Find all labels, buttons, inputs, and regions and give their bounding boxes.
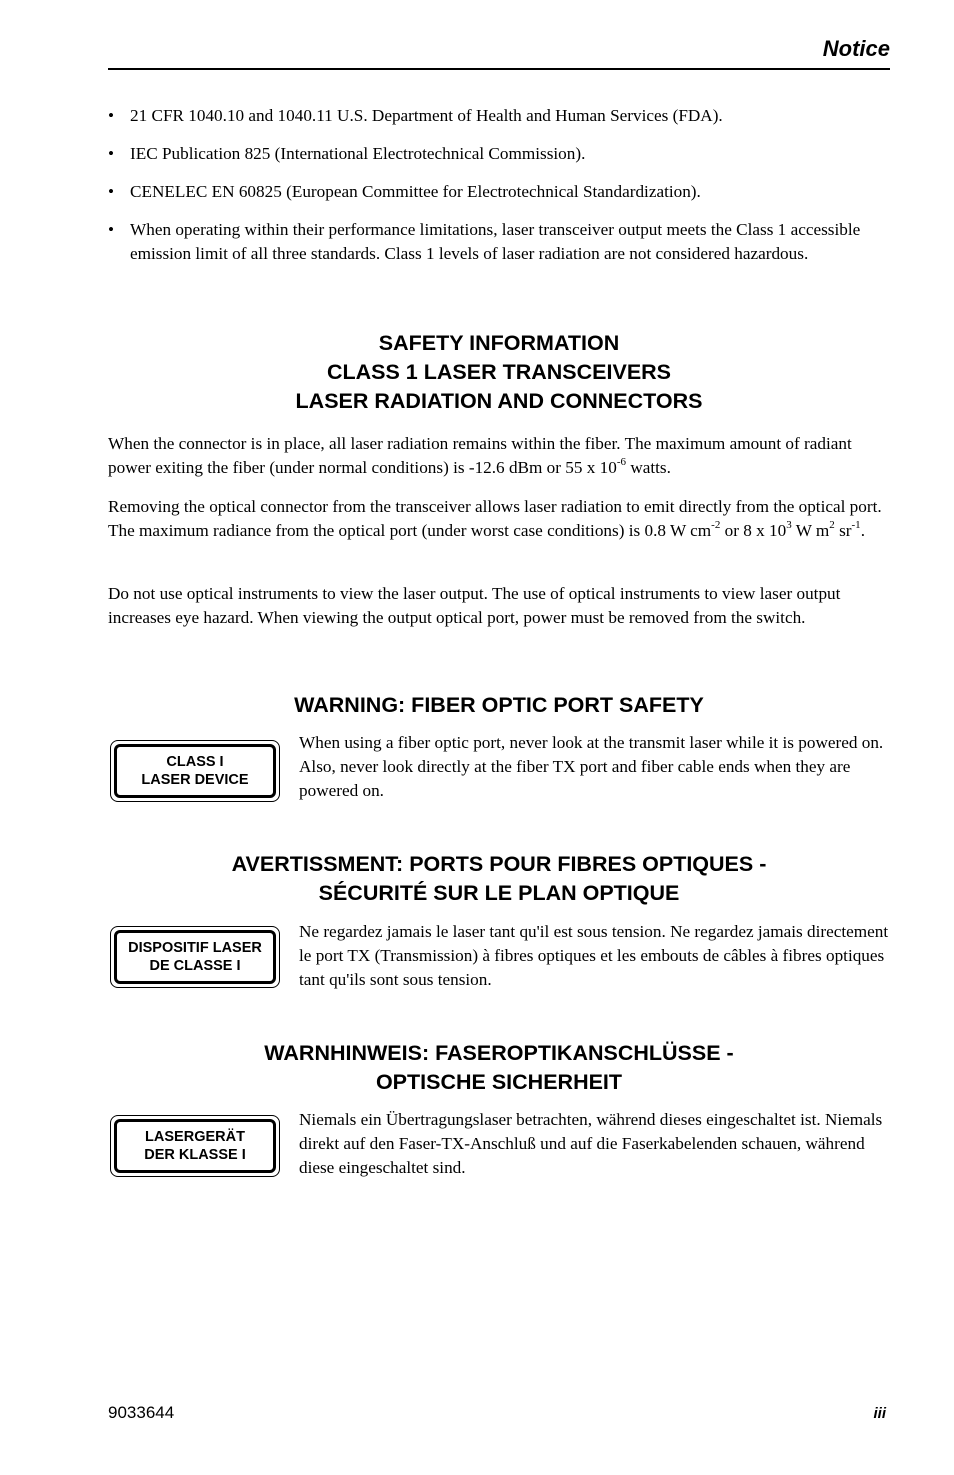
safety-paragraph-connector: When the connector is in place, all laser radiation remains within the fiber. The maximum amount of radiant power exiting the fiber (under normal conditions) is -12.6 dBm or 55 x $10^{-6}$ watts. — [108, 434, 852, 477]
lasergeraet-label: LASERGERÄT DER KLASSE I — [110, 1115, 280, 1177]
warning-fr-text: Ne regardez jamais le laser tant qu'il est sous tension. Ne regardez jamais directement le port TX (Transmission) à fibres optiques et les embouts de câbles à fibres optiques tant qu'ils sont sous tension. — [299, 922, 889, 989]
warning-en-heading: WARNING: FIBER OPTIC PORT SAFETY — [294, 693, 704, 717]
warning-fr-heading: AVERTISSMENT: PORTS POUR FIBRES OPTIQUES - SÉCURITÉ SUR LE PLAN OPTIQUE — [231, 852, 767, 905]
list-item: • When operating within their performance limitations, laser transceiver output meets the Class 1 accessible emission limit of all three standards. Class 1 levels of laser radiation are not considered hazardous. — [108, 220, 861, 263]
footer-doc-number: 9033644 — [108, 1403, 175, 1422]
safety-paragraph-instruments: Do not use optical instruments to view the laser output. The use of optical instruments to view laser output increases eye hazard. When viewing the output optical port, power must be removed from the switch. — [108, 584, 841, 627]
dispositif-laser-label: DISPOSITIF LASER DE CLASSE I — [110, 926, 280, 988]
bullet-icon: • — [108, 106, 115, 125]
page-header-title: Notice — [822, 36, 890, 61]
header-rule — [108, 68, 890, 70]
bullet-icon: • — [108, 144, 115, 163]
warning-de-text: Niemals ein Übertragungslaser betrachten, während dieses eingeschaltet ist. Niemals direkt auf den Faser-TX-Anschluß und auf die Faserkabelenden schauen, während diese eingeschaltet sind. — [299, 1110, 883, 1177]
bullet-icon: • — [108, 182, 115, 201]
safety-paragraph-radiance: Removing the optical connector from the transceiver allows laser radiation to emit directly from the optical port. The maximum radiance from the optical port (under worst case conditions) is 0.8 W $cm^{-2}$ or 8 x $10^3$ W $m^2$ $sr^{-1}$. — [108, 497, 882, 540]
safety-heading: SAFETY INFORMATION CLASS 1 LASER TRANSCEIVERS LASER RADIATION AND CONNECTORS — [295, 331, 703, 413]
standards-list — [108, 104, 890, 280]
footer-page-number: iii — [873, 1405, 886, 1422]
bullet-icon: • — [108, 220, 115, 239]
list-item: • CENELEC EN 60825 (European Committee for Electrotechnical Standardization). — [108, 180, 890, 204]
list-item: • IEC Publication 825 (International Electrotechnical Commission). — [108, 142, 890, 166]
warning-en-text: When using a fiber optic port, never look at the transmit laser while it is powered on. Also, never look directly at the fiber TX port and fiber cable ends when they are powered on. — [299, 733, 884, 800]
list-item: • 21 CFR 1040.10 and 1040.11 U.S. Department of Health and Human Services (FDA). — [108, 104, 890, 128]
class1-laser-device-label: CLASS I LASER DEVICE — [110, 740, 280, 802]
warning-de-heading: WARNHINWEIS: FASEROPTIKANSCHLÜSSE - OPTISCHE SICHERHEIT — [264, 1041, 734, 1094]
